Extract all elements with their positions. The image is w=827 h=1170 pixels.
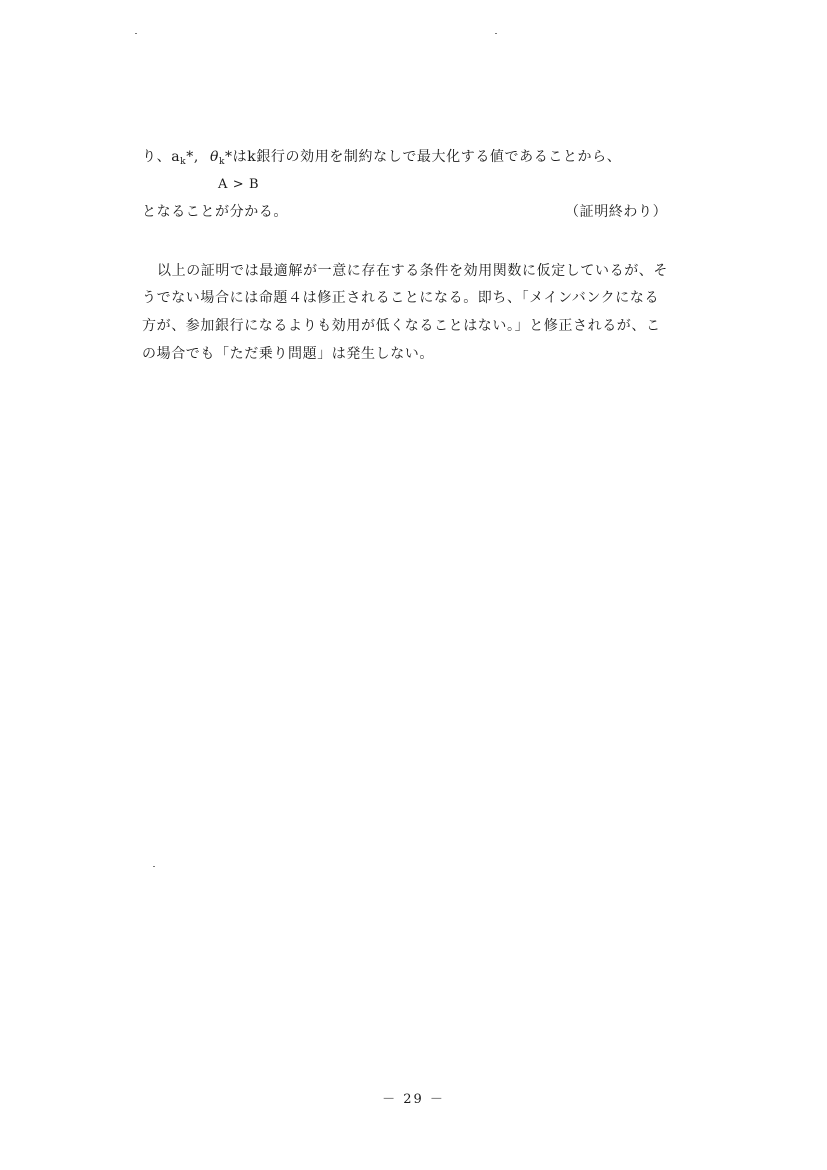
paragraph-line-3: 方が、参加銀行になるよりも効用が低くなることはない。」と修正されるが、こ [142,318,661,334]
page-number: － 29 － [382,1092,445,1107]
paragraph-line-2: うでない場合には命題４は修正されることになる。即ち、「メインバンクになる [142,290,660,306]
subscript-k-theta: k [218,157,226,167]
paragraph-line-4: の場合でも「ただ乗り問題」は発生しない。 [142,346,434,362]
star-a: *, [186,149,199,165]
proof-line-1 [142,148,621,171]
proof-line-1-start: り、a [142,149,181,165]
scan-speck-1 [135,33,137,34]
theta-symbol: θ [209,149,219,165]
proof-line-1-rest: *はk銀行の効用を制約なしで最大化する値であることから、 [225,149,622,165]
scan-speck-2 [495,33,497,34]
inequality: A > B [218,177,260,192]
proof-end-marker: （証明終わり） [565,204,668,220]
subscript-k-a: k [180,157,187,167]
scan-speck-3 [153,866,155,867]
paragraph-line-1: 以上の証明では最適解が一意に存在する条件を効用関数に仮定しているが、そ [157,263,668,279]
conclusion-text: となることが分かる。 [142,204,288,220]
